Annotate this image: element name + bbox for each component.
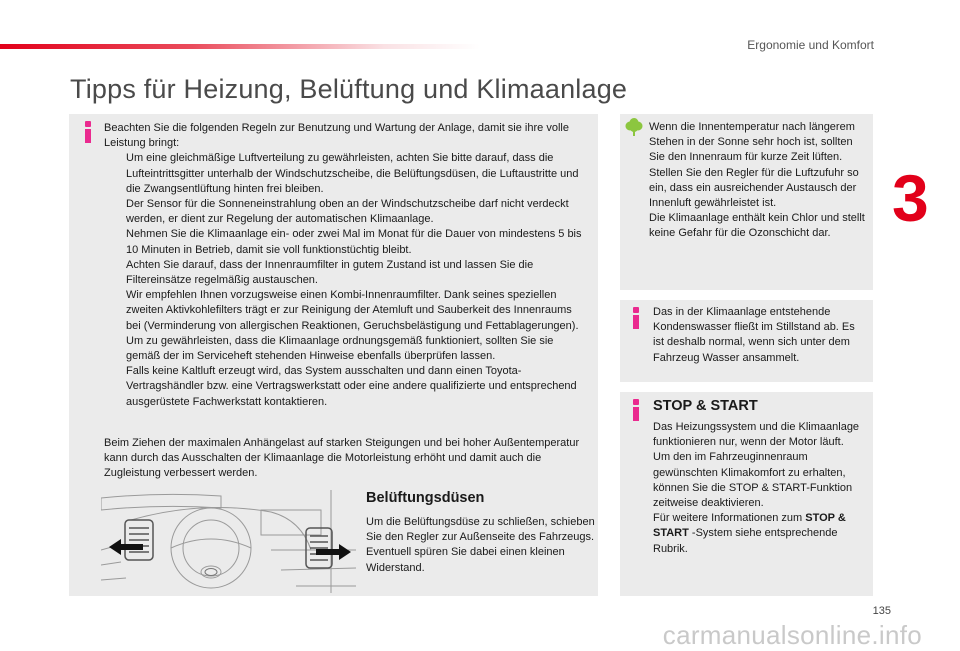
condensation-text: Das in der Klimaanlage entstehende Kondenswasser fließt im Stillstand ab. Es ist deshalb normal, wenn sich unter dem Fahrzeug Wasser ansammelt.: [653, 306, 855, 364]
rule-text: Wir empfehlen Ihnen vorzugsweise einen Kombi-Innenraumfilter. Dank seines speziellen zweiten Aktivkohlefilters trägt er zur Reinigung der Atemluft und Sauberkeit des Innenraums bei (Verminderung von allergischen Reaktionen, Geruchsbelästigung und Fettablagerungen).: [126, 289, 579, 332]
header-accent-bar: [0, 44, 480, 49]
stop-start-text-part: -System siehe entsprechende Rubrik.: [653, 527, 838, 555]
left-vent: [125, 520, 153, 560]
rule-item: [104, 258, 582, 334]
stop-start-heading: STOP & START: [653, 398, 758, 414]
towing-note: Beim Ziehen der maximalen Anhängelast auf starken Steigungen und bei hoher Außentemperatur kann durch das Ausschalten der Klimaanlage die Motorleistung erhöht und damit auch die Zugleistung verbessert werden.: [104, 437, 580, 480]
rule-text: Der Sensor für die Sonneneinstrahlung oben an der Windschutzscheibe darf nicht verdeckt werden, er dient zur Regelung der automatischen Klimaanlage.: [126, 198, 569, 226]
rule-item: [104, 364, 582, 410]
rule-text: Um eine gleichmäßige Luftverteilung zu gewährleisten, achten Sie bitte darauf, dass die Lufteintrittsgitter unterhalb der Windschutzscheibe, die Belüftungsdüsen, die Luftaustritte und die Zwangsentlüftung hinten frei bleiben.: [126, 152, 579, 195]
dashboard-vent-illustration: [101, 490, 356, 593]
page-number: 135: [872, 605, 891, 617]
eco-note-text: Wenn die Innentemperatur nach längerem Stehen in der Sonne sehr hoch ist, sollten Sie den Innenraum für kurze Zeit lüften. Stellen Sie den Regler für die Luftzufuhr so ein, dass ein ausreichender Austausch der Innenluft gewährleistet ist. Die Klimaanlage enthält kein Chlor und stellt keine Gefahr für die Ozonschicht dar.: [649, 121, 865, 240]
rule-item: [104, 151, 582, 197]
rule-text: Nehmen Sie die Klimaanlage ein- oder zwei Mal im Monat für die Dauer von mindestens 5 bis 10 Minuten in Betrieb, damit sie voll funktionstüchtig bleibt.: [126, 228, 582, 256]
arrow-right-icon: [316, 544, 351, 560]
section-label: Ergonomie und Komfort: [747, 38, 874, 52]
stop-start-text: [653, 420, 869, 557]
vents-heading: Belüftungsdüsen: [366, 490, 485, 506]
main-rules: [104, 121, 582, 410]
toyota-logo-icon: [205, 569, 217, 576]
stop-start-text-part: Das Heizungssystem und die Klimaanlage funktionieren nur, wenn der Motor läuft. Um den im Fahrzeuginnenraum gewünschten Klimakomfort zu erhalten, können Sie die STOP & START-Funktion zeitweise deaktivieren. Für weitere Informationen zum: [653, 421, 860, 525]
rule-item: [104, 334, 582, 364]
rule-text: Achten Sie darauf, dass der Innenraumfilter in gutem Zustand ist und lassen Sie die Filtereinsätze regelmäßig austauschen.: [126, 258, 534, 287]
chapter-number: 3: [892, 161, 929, 235]
rules-list: [104, 151, 582, 409]
stop-start-bold: STOP & START: [653, 512, 846, 540]
rule-text: Um zu gewährleisten, dass die Klimaanlage ordnungsgemäß funktioniert, sollten Sie sie gemäß der im Serviceheft stehenden Hinweise ebenfalls überprüfen lassen.: [126, 334, 554, 363]
intro-text: Beachten Sie die folgenden Regeln zur Benutzung und Wartung der Anlage, damit sie ihre volle Leistung bringt:: [104, 122, 569, 150]
rule-text: Falls keine Kaltluft erzeugt wird, das System ausschalten und dann einen Toyota-Vertragshändler bzw. eine Vertragswerkstatt oder eine andere qualifizierte und entsprechend ausgerüstete Fachwerkstatt kontaktieren.: [126, 365, 577, 408]
rule-item: [104, 197, 582, 227]
vents-text: Um die Belüftungsdüse zu schließen, schieben Sie den Regler zur Außenseite des Fahrzeugs. Eventuell spüren Sie dabei einen kleinen Widerstand.: [366, 516, 595, 574]
page-title: Tipps für Heizung, Belüftung und Klimaanlage: [70, 74, 628, 104]
watermark: carmanualsonline.info: [662, 620, 922, 650]
eco-leaf-icon: [624, 118, 644, 138]
rule-item: [104, 227, 582, 257]
